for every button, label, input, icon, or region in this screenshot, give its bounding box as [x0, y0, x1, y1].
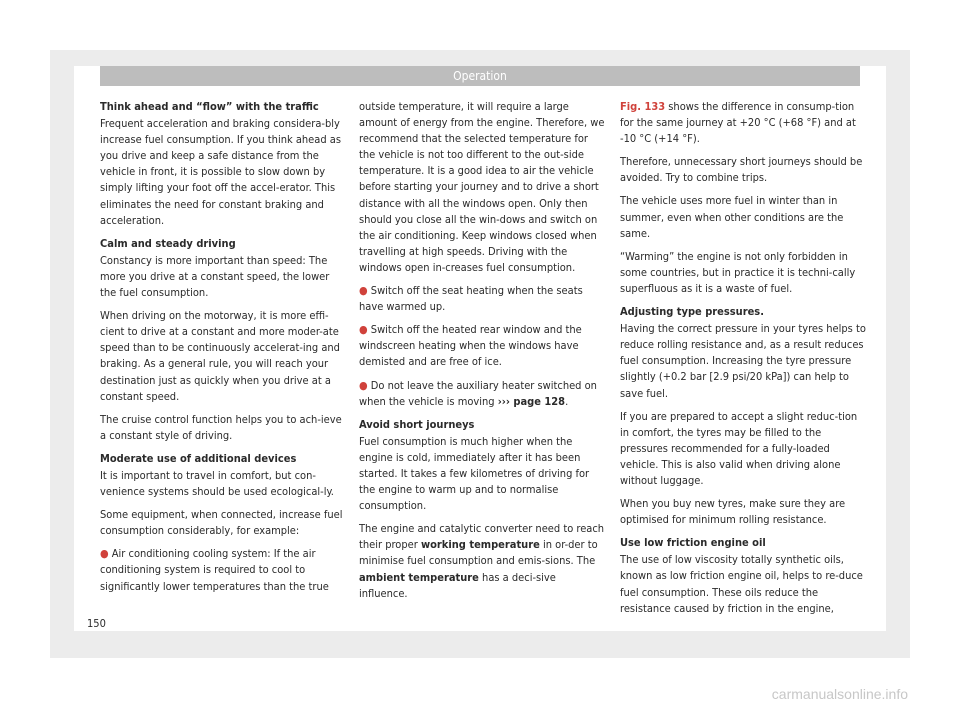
text-run: in or-der to minimise fuel consumption and emis-sions. The — [359, 538, 598, 568]
watermark: carmanualsonline.info — [771, 686, 908, 702]
paragraph: Therefore, unnecessary short journeys should be avoided. Try to combine trips. — [620, 155, 863, 185]
bullet-text: Air conditioning cooling system: If the air conditioning system is required to cool to significantly lower temperatures than the true — [100, 547, 329, 593]
heading-steady-driving: Calm and steady driving — [100, 236, 236, 250]
paragraph: Having the correct pressure in your tyres helps to reduce rolling resistance and, as a result reduces fuel consumption. Increasing the tyre pressure slightly (+0.2 bar [2.9 psi/20 kPa]) can help to save fuel. — [620, 322, 866, 400]
page-number: 150 — [87, 617, 106, 630]
heading-engine-oil: Use low friction engine oil — [620, 536, 766, 550]
paragraph: Constancy is more important than speed: The more you drive at a constant speed, the lower the fuel consumption. — [100, 253, 330, 300]
column-2 — [359, 99, 607, 609]
bullet-icon: ● — [359, 284, 371, 298]
paragraph: Fuel consumption is much higher when the engine is cold, immediately after it has been started. It takes a few kilometres of driving for the engine to warm up and to normalise consumption. — [359, 434, 590, 513]
heading-short-journeys: Avoid short journeys — [359, 417, 475, 431]
paragraph: The cruise control function helps you to ach-ieve a constant style of driving. — [100, 412, 342, 442]
page-reference-link[interactable]: ››› page 128 — [497, 394, 566, 408]
bullet-item: ● Do not leave the auxiliary heater switched on when the vehicle is moving ››› page 128. — [359, 378, 597, 408]
figure-reference-link[interactable]: Fig. 133 — [620, 100, 666, 113]
bullet-icon: ● — [359, 323, 371, 337]
paragraph: It is important to travel in comfort, but con-venience systems should be used ecological-ly. — [100, 468, 334, 499]
bold-term: working temperature — [420, 538, 540, 552]
paragraph: The use of low viscosity totally synthetic oils, known as low friction engine oil, helps to re-duce fuel consumption. These oils reduce the resistance caused by friction in the engine, — [620, 553, 863, 615]
heading-traffic-flow: Think ahead and “flow” with the traffic — [100, 100, 319, 113]
column-3 — [620, 99, 868, 624]
bullet-item — [359, 283, 607, 315]
section-header: Operation — [100, 66, 860, 86]
bullet-icon: ● — [359, 378, 371, 392]
paragraph: “Warming” the engine is not only forbidden in some countries, but in practice it is techni-cally superfluous as it is a waste of fuel. — [620, 249, 856, 295]
paragraph — [620, 99, 868, 147]
heading-additional-devices: Moderate use of additional devices — [100, 451, 297, 465]
paragraph: When you buy new tyres, make sure they are optimised for minimum rolling resistance. — [620, 497, 846, 527]
heading-tyre-pressures: Adjusting type pressures. — [620, 305, 764, 319]
bullet-text: Switch off the seat heating when the seats have warmed up. — [359, 284, 583, 314]
paragraph — [359, 521, 607, 601]
bullet-text: Switch off the heated rear window and the windscreen heating when the windows have demisted and are free of ice. — [359, 323, 582, 369]
bold-term: ambient temperature — [359, 570, 479, 584]
text-run: has a deci-sive influence. — [359, 570, 556, 600]
paragraph: Some equipment, when connected, increase fuel consumption considerably, for example: — [100, 508, 343, 538]
paragraph: outside temperature, it will require a large amount of energy from the engine. Therefore, we recommend that the selected temperature for the vehicle is not too different to the out-side temperature. It is a good idea to air the vehicle before starting your journey and to drive a short distance with all the windows open. Only then should you close all the win-dows and switch on the air conditioning. Keep windows closed when travelling at high speeds. Driving with the windows open in-creases fuel consumption. — [359, 100, 605, 274]
text-run: The engine and catalytic converter need to reach their proper — [359, 522, 605, 552]
bullet-item — [100, 546, 348, 594]
bullet-text: Do not leave the auxiliary heater switched on when the vehicle is moving — [359, 378, 597, 408]
bullet-icon: ● — [100, 547, 112, 561]
column-1 — [100, 99, 348, 602]
text-run: shows the difference in consump-tion for the same journey at +20 °C (+68 °F) and at -10 °C (+14 °F). — [620, 100, 856, 146]
paragraph: When driving on the motorway, it is more effi-cient to drive at a constant and more moder-ate speed than to be continuously accelerat-ing and braking. As a general rule, you will reach your destination just as quickly when you drive at a constant speed. — [100, 309, 340, 403]
paragraph: Frequent acceleration and braking considera-bly increase fuel consumption. If you think ahead as you drive and keep a safe distance from the vehicle in front, it is possible to slow down by simply lifting your foot off the accel-erator. This eliminates the need for constant braking and acceleration. — [100, 117, 341, 227]
bullet-item — [359, 322, 607, 370]
paragraph: The vehicle uses more fuel in winter than in summer, even when other conditions are the same. — [620, 194, 844, 240]
paragraph: If you are prepared to accept a slight reduc-tion in comfort, the tyres may be filled to the pressures recommended for a fully-loaded vehicle. This is also valid when driving alone without luggage. — [620, 409, 858, 487]
